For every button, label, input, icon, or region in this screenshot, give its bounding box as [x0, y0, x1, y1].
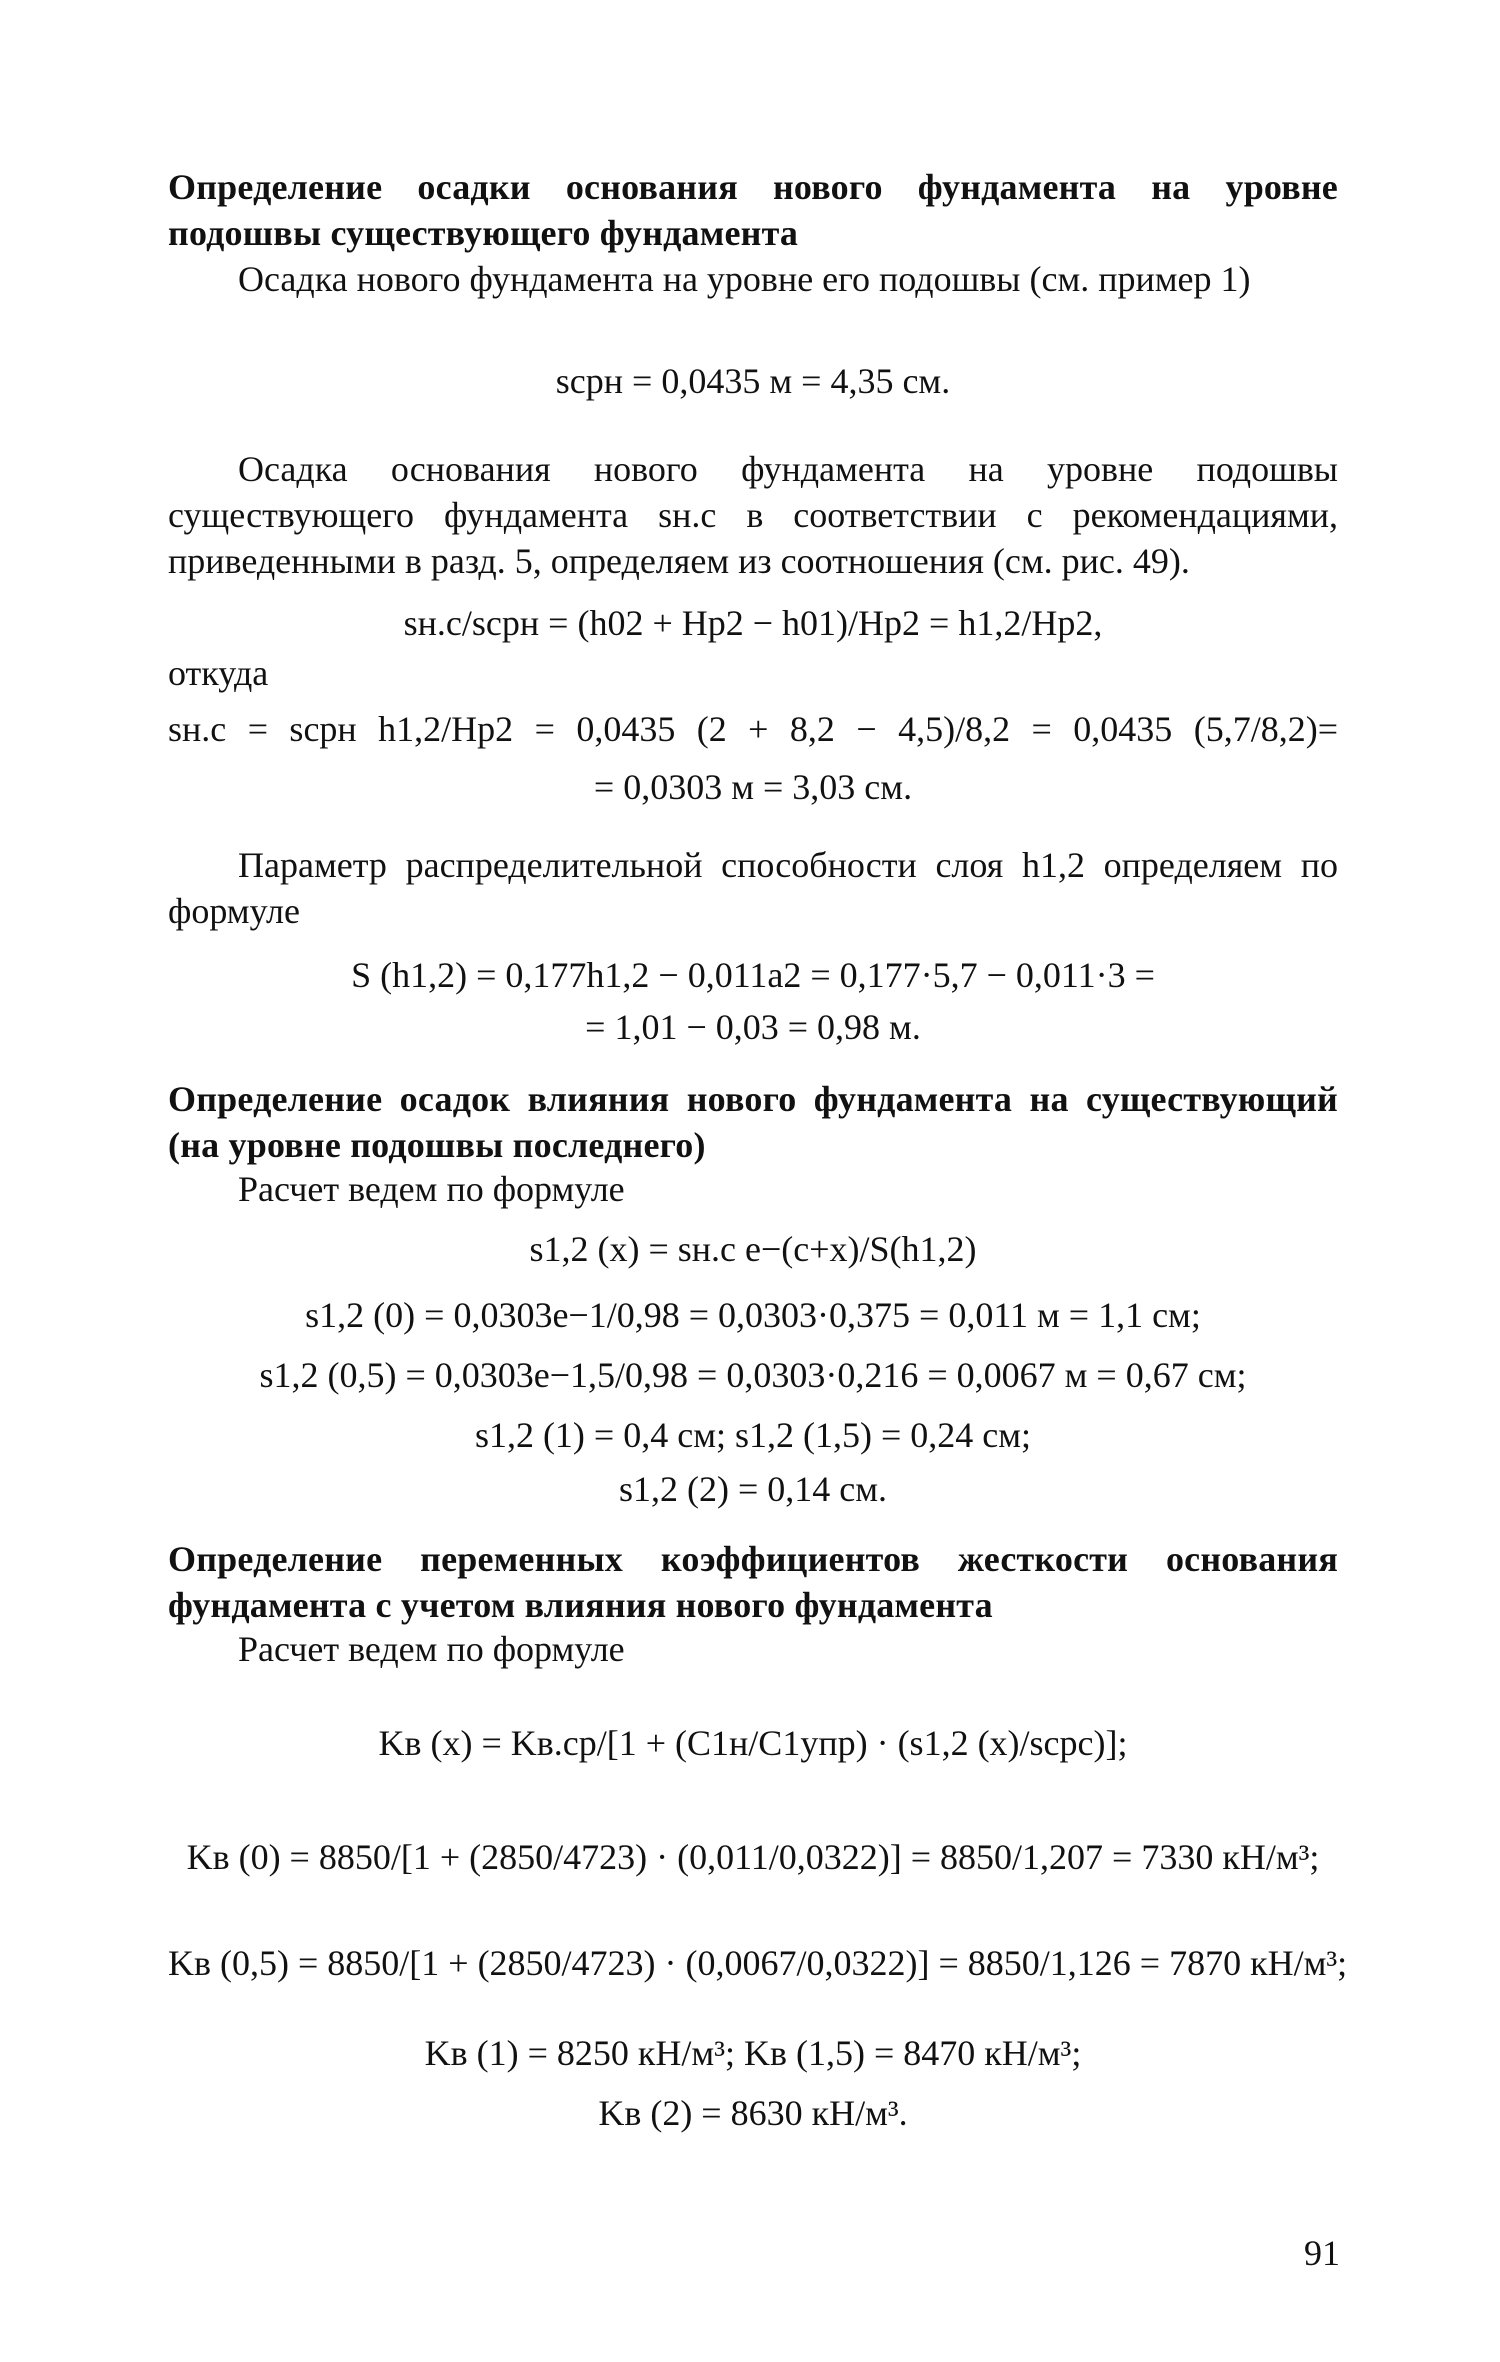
page-number: 91: [1304, 2233, 1340, 2273]
paragraph-calc-formula-1: Расчет ведем по формуле: [238, 1169, 625, 1209]
formula-s12-05: s1,2 (0,5) = 0,0303e−1,5/0,98 = 0,0303·0,216 = 0,0067 м = 0,67 см;: [259, 1355, 1247, 1395]
formula-S-h12-result: = 1,01 − 0,03 = 0,98 м.: [585, 1007, 921, 1047]
formula-s12-x: s1,2 (x) = sн.с e−(c+x)/S(h1,2): [529, 1229, 977, 1269]
formula-s-nc-result: = 0,0303 м = 3,03 см.: [593, 767, 913, 807]
formula-Kv-1-15: Kв (1) = 8250 кН/м³; Kв (1,5) = 8470 кН/м³;: [424, 2033, 1082, 2073]
formula-Kv-2: Kв (2) = 8630 кН/м³.: [598, 2093, 908, 2133]
formula-Kv-x: Kв (x) = Kв.ср/[1 + (C1н/C1упр) · (s1,2 (x)/sсрс)];: [378, 1723, 1128, 1763]
section-heading-stiffness-coefficients: Определение переменных коэффициентов жесткости основания фундамента с учетом влияния нового фундамента: [168, 1539, 1338, 1625]
formula-s12-2: s1,2 (2) = 0,14 см.: [618, 1469, 888, 1509]
paragraph-calc-formula-2: Расчет ведем по формуле: [238, 1629, 625, 1669]
formula-Kv-05: Kв (0,5) = 8850/[1 + (2850/4723) · (0,0067/0,0322)] = 8850/1,126 = 7870 кН/м³;: [168, 1943, 1348, 1983]
paragraph-distribution-parameter: Параметр распределительной способности слоя h1,2 определяем по формуле: [168, 845, 1338, 931]
paragraph-settlement-base: Осадка основания нового фундамента на уровне подошвы существующего фундамента sн.с в соответствии с рекомендациями, приведенными в разд. 5, определяем из соотношения (см. рис. 49).: [168, 449, 1338, 581]
formula-ratio: sн.с/sсрн = (h02 + Hр2 − h01)/Hр2 = h1,2/Hр2,: [403, 603, 1103, 643]
section-heading-influence-settlement: Определение осадок влияния нового фундамента на существующий (на уровне подошвы последнего): [168, 1079, 1338, 1165]
formula-s12-0: s1,2 (0) = 0,0303e−1/0,98 = 0,0303·0,375 = 0,011 м = 1,1 см;: [305, 1295, 1201, 1335]
paragraph-intro-settlement: Осадка нового фундамента на уровне его подошвы (см. пример 1): [238, 259, 1251, 299]
formula-S-h12: S (h1,2) = 0,177h1,2 − 0,011a2 = 0,177·5,7 − 0,011·3 =: [351, 955, 1155, 995]
formula-s-avg-new: sсрн = 0,0435 м = 4,35 см.: [555, 361, 951, 401]
formula-s12-1-15: s1,2 (1) = 0,4 см; s1,2 (1,5) = 0,24 см;: [474, 1415, 1032, 1455]
formula-Kv-0: Kв (0) = 8850/[1 + (2850/4723) · (0,011/0,0322)] = 8850/1,207 = 7330 кН/м³;: [186, 1837, 1320, 1877]
word-otkuda: откуда: [168, 653, 269, 693]
formula-s-nc: sн.с = sсрн h1,2/Hр2 = 0,0435 (2 + 8,2 − 4,5)/8,2 = 0,0435 (5,7/8,2)=: [168, 709, 1338, 749]
section-heading-settlement-new-foundation: Определение осадки основания нового фундамента на уровне подошвы существующего фундамента: [168, 167, 1338, 253]
